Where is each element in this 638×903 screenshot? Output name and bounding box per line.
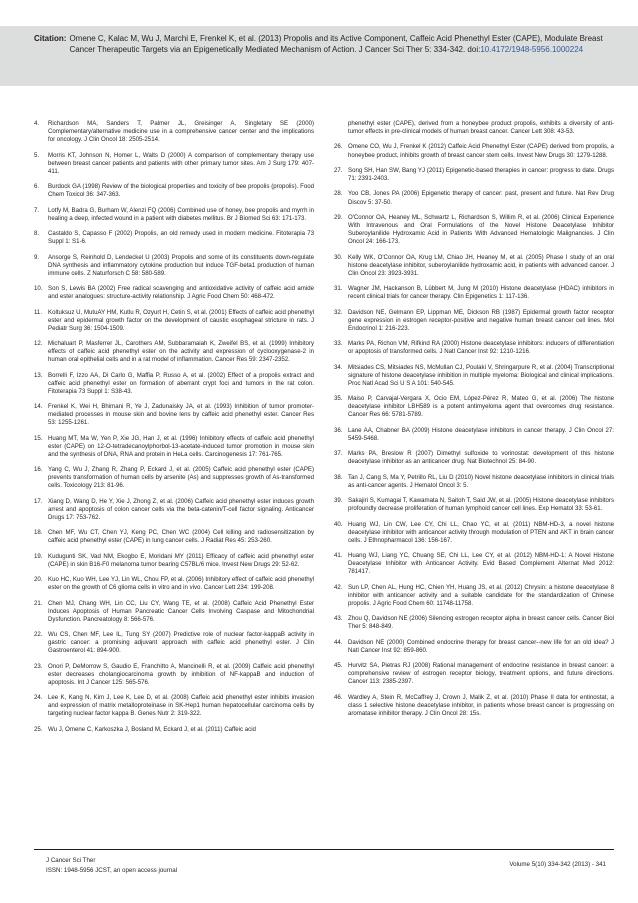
reference-item bbox=[334, 364, 614, 388]
reference-item bbox=[334, 521, 614, 545]
reference-item bbox=[34, 553, 314, 569]
reference-item bbox=[34, 466, 314, 490]
reference-item bbox=[34, 631, 314, 655]
reference-text: Yang C, Wu J, Zhang R, Zhang P, Eckard J, et al. (2005) Caffeic acid phenethyl ester (CAPE) prevents transformation of human cells by arsenite (As) and suppresses growth of As-transformed cells. Toxicology 213: 81-96. bbox=[48, 466, 314, 490]
reference-item bbox=[34, 285, 314, 301]
reference-text: Ansorge S, Reinhold D, Lendeckel U (2003) Propolis and some of its constituents down-regulate DNA synthesis and inflammatory cytokine production but induce TGF-beta1 production of human immune cells. Z Naturforsch C 58: 580-589. bbox=[48, 253, 314, 277]
reference-number: 35. bbox=[334, 395, 343, 403]
reference-item bbox=[334, 474, 614, 490]
reference-text: Huang MT, Ma W, Yen P, Xie JG, Han J, et al. (1996) Inhibitory effects of caffeic acid phenethyl ester (CAPE) on 12-O-tetradecanoylphorbol-13-acetate-induced tumor promotion in mouse skin and the synthesis of DNA, RNA and protein in HeLa cells. Carcinogenesis 17: 761-765. bbox=[48, 434, 314, 458]
reference-text: Wu CS, Chen MF, Lee IL, Tung SY (2007) Predictive role of nuclear factor-kappaB activity in gastric cancer: a promising adjuvant approach with caffeic acid phenethyl ester. J Clin Gastroenterol 41: 894-900. bbox=[48, 631, 314, 655]
reference-number: 33. bbox=[334, 340, 343, 348]
reference-text: Marks PA, Breslow R (2007) Dimethyl sulfoxide to vorinostat: development of this histone deacetylase inhibitor as an anticancer drug. Nat Biotechnol 25: 84-90. bbox=[348, 450, 614, 466]
reference-number: 28. bbox=[334, 190, 343, 198]
reference-continuation-text: phenethyl ester (CAPE), derived from a honeybee product propolis, exhibits a diversity of anti-tumor effects in pre-clinical models of human breast cancer. Cancer Lett 308: 43-53. bbox=[348, 120, 614, 136]
reference-text: Michaluart P, Masferrer JL, Carothers AM, Subbaramaiah K, Zweifel BS, et al. (1999) Inhibitory effects of caffeic acid phenethyl ester on the activity and expression of cyclooxygenase-2 in human oral epithelial cells and in a rat model of inflammation. Cancer Res 59: 2347-2352. bbox=[48, 340, 314, 364]
reference-text: Sun LP, Chen AL, Hung HC, Chien YH, Huang JS, et al. (2012) Chrysin: a histone deacetylase 8 inhibitor with anticancer activity and a suitable candidate for the standardization of Chinese propolis. J Agric Food Chem 60: 11748-11758. bbox=[348, 583, 614, 607]
reference-number: 11. bbox=[34, 308, 43, 316]
reference-number: 27. bbox=[334, 166, 343, 174]
citation-box bbox=[0, 26, 638, 86]
reference-text: Mitsiades CS, Mitsiades NS, McMullan CJ, Poulaki V, Shringarpure R, et al. (2004) Transcriptional signature of histone deacetylase inhibition in multiple myeloma: Biological and clinical implications. Proc Natl Acad Sci U S A 101: 540-545. bbox=[348, 363, 614, 387]
reference-number: 13. bbox=[34, 371, 43, 379]
reference-text: Maiso P, Carvajal-Vergara X, Ocio EM, López-Pérez R, Mateo G, et al. (2006) The histone deacetylase inhibitor LBH589 is a potent antimyeloma agent that overcomes drug resistance. Cancer Res 66: 5781-5789. bbox=[348, 395, 614, 419]
reference-item bbox=[334, 615, 614, 631]
reference-text: Tan J, Cang S, Ma Y, Petrillo RL, Liu D (2010) Novel histone deacetylase inhibitors in clinical trials as anti-cancer agents. J Hematol Oncol 3: 5. bbox=[348, 473, 614, 489]
reference-text: Koltuksuz U, MutuAY HM, Kutlu R, Ozyurt H, Cetin S, et al. (2001) Effects of caffeic acid phenethyl ester and epidermal growth factor on the development of caustic esophageal stricture in rats. J Pediatr Surg 36: 1504-1509. bbox=[48, 308, 314, 332]
reference-item bbox=[334, 584, 614, 608]
reference-text: Lee K, Kang N, Kim J, Lee K, Lee D, et al. (2008) Caffeic acid phenethyl ester inhibits invasion and expression of matrix metalloproteinase in SK-Hep1 human hepatocellular carcinoma cells by targeting nuclear factor kappa B. Genes Nutr 2: 319-322. bbox=[48, 694, 314, 718]
reference-number: 42. bbox=[334, 583, 343, 591]
reference-text: Wu J, Omene C, Karkoszka J, Bosland M, Eckard J, et al. (2011) Caffeic acid bbox=[48, 725, 256, 733]
reference-text: Davidson NE (2000) Combined endocrine therapy for breast cancer--new life for an old idea? J Natl Cancer Inst 92: 859-860. bbox=[348, 638, 614, 654]
reference-item bbox=[34, 600, 314, 624]
reference-text: Lotfy M, Badra G, Burham W, Alenzi FQ (2006) Combined use of honey, bee propolis and myrrh in healing a deep, infected wound in a patient with diabetes mellitus. Br J Biomed Sci 63: 171-173. bbox=[48, 206, 314, 222]
reference-text: Chen MJ, Chang WH, Lin CC, Liu CY, Wang TE, et al. (2008) Caffeic Acid Phenethyl Ester Induces Apoptosis of Human Pancreatic Cancer Cells Involving Caspase and Mitochondrial Dysfunction. Pancreatology 8: 566-576. bbox=[48, 599, 314, 623]
citation-doi-link[interactable]: 10.4172/1948-5956.1000224 bbox=[480, 45, 584, 55]
reference-number: 9. bbox=[34, 253, 40, 261]
reference-item bbox=[334, 639, 614, 655]
reference-number: 5. bbox=[34, 151, 40, 159]
reference-text: Frenkel K, Wei H, Bhimani R, Ye J, Zadunaisky JA, et al. (1993) Inhibition of tumor promoter-mediated processes in mouse skin and bovine lens by caffeic acid phenethyl ester. Cancer Res 53: 1255-1261. bbox=[48, 403, 314, 427]
reference-number: 43. bbox=[334, 615, 343, 623]
reference-item bbox=[34, 435, 314, 459]
footer-volume: Volume 5(10) 334-342 (2013) - 341 bbox=[509, 861, 606, 868]
reference-text: Kuo HC, Kuo WH, Lee YJ, Lin WL, Chou FP, et al. (2006) Inhibitory effect of caffeic acid phenethyl ester on the growth of C6 glioma cells in vitro and in vivo. Cancer Lett 234: 199-208. bbox=[48, 576, 314, 592]
reference-number: 15. bbox=[34, 434, 43, 442]
reference-item bbox=[34, 576, 314, 592]
reference-text: Wagner JM, Hackanson B, Lübbert M, Jung M (2010) Histone deacetylase (HDAC) inhibitors in recent clinical trials for cancer therapy. Clin Epigenetics 1: 117-136. bbox=[348, 285, 614, 301]
reference-item bbox=[34, 183, 314, 199]
reference-text: Song SH, Han SW, Bang YJ (2011) Epigenetic-based therapies in cancer: progress to date. Drugs 71: 2391-2403. bbox=[348, 166, 614, 183]
reference-item bbox=[334, 214, 614, 246]
reference-text: Omene CO, Wu J, Frenkel K (2012) Caffeic Acid Phenethyl Ester (CAPE) derived from propolis, a honeybee product, inhibits growth of breast cancer stem cells. Invest New Drugs 30: 1279-1288. bbox=[348, 143, 614, 159]
reference-item bbox=[34, 498, 314, 522]
reference-text: Sakajiri S, Kumagai T, Kawamata N, Saitoh T, Said JW, et al. (2005) Histone deacetylase inhibitors profoundly decrease proliferation of human lymphoid cancer cell lines. Exp Hematol 33: 53-61. bbox=[348, 497, 614, 513]
references-right-column bbox=[334, 120, 614, 820]
reference-text: Xiang D, Wang D, He Y, Xie J, Zhong Z, et al. (2006) Caffeic acid phenethyl ester induces growth arrest and apoptosis of colon cancer cells via the beta-catenin/T-cell factor signaling. Anticancer Drugs 17: 753-762. bbox=[48, 497, 314, 521]
reference-item bbox=[334, 662, 614, 686]
reference-number: 36. bbox=[334, 426, 343, 434]
reference-item bbox=[334, 450, 614, 466]
reference-number: 12. bbox=[34, 340, 43, 348]
reference-number: 21. bbox=[34, 599, 43, 607]
reference-number: 22. bbox=[34, 631, 43, 639]
reference-number: 7. bbox=[34, 206, 40, 214]
reference-number: 6. bbox=[34, 183, 40, 191]
reference-text: Borrelli F, Izzo AA, Di Carlo G, Maffia P, Russo A, et al. (2002) Effect of a propolis extract and caffeic acid phenethyl ester on formation of aberrant crypt foci and tumors in the rat colon. Fitoterapia 73 Suppl 1: S38-43. bbox=[48, 371, 314, 395]
reference-item bbox=[34, 663, 314, 687]
reference-item bbox=[334, 694, 614, 718]
reference-text: Hurvitz SA, Pietras RJ (2008) Rational management of endocrine resistance in breast cancer: a comprehensive review of estrogen receptor biology, treatment options, and future directions. Cancer 113: 2385-2397. bbox=[348, 662, 614, 686]
reference-number: 34. bbox=[334, 363, 343, 371]
reference-item bbox=[34, 152, 314, 176]
reference-item bbox=[34, 230, 314, 246]
reference-item bbox=[334, 167, 614, 183]
reference-number: 46. bbox=[334, 693, 343, 701]
reference-number: 31. bbox=[334, 285, 343, 293]
reference-text: Lane AA, Chabner BA (2009) Histone deacetylase inhibitors in cancer therapy. J Clin Oncol 27: 5459-5468. bbox=[348, 426, 614, 442]
reference-item bbox=[34, 340, 314, 364]
reference-number: 4. bbox=[34, 120, 40, 127]
reference-number: 25. bbox=[34, 725, 43, 733]
reference-text: Chen MF, Wu CT, Chen YJ, Keng PC, Chen WC (2004) Cell killing and radiosensitization by caffeic acid phenethyl ester (CAPE) in lung cancer cells. J Radiat Res 45: 253-260. bbox=[48, 529, 314, 545]
reference-item bbox=[34, 372, 314, 396]
reference-number: 45. bbox=[334, 662, 343, 670]
reference-number: 30. bbox=[334, 253, 343, 261]
reference-number: 16. bbox=[34, 466, 43, 474]
footer-journal: J Cancer Sci Ther bbox=[46, 857, 96, 864]
reference-item bbox=[334, 497, 614, 513]
reference-item bbox=[34, 403, 314, 427]
reference-text: O'Connor OA, Heaney ML, Schwartz L, Richardson S, Willim R, et al. (2006) Clinical Experience With Intravenous and Oral Formulations of the Novel Histone Deacetylase Inhibitor Suberoylanilide Hydroxamic Acid in Patients With Advanced Hematologic Malignancies. J Clin Oncol 24: 166-173. bbox=[348, 213, 614, 246]
reference-number: 44. bbox=[334, 638, 343, 646]
footer-issn: ISSN: 1948-5956 JCST, an open access journal bbox=[46, 866, 178, 874]
reference-continuation bbox=[334, 120, 614, 136]
reference-number: 38. bbox=[334, 473, 343, 481]
reference-text: Marks PA, Richon VM, Rifkind RA (2000) Histone deacetylase inhibitors: inducers of differentiation or apoptosis of transformed cells. J Natl Cancer Inst 92: 1210-1216. bbox=[348, 340, 614, 356]
reference-item bbox=[334, 254, 614, 278]
reference-item bbox=[334, 395, 614, 419]
reference-text: Wardley A, Stein R, McCaffrey J, Crown J, Malik Z, et al. (2010) Phase II data for entinostat, a class 1 selective histone deacetylase inhibitor, in patients whose breast cancer is progressing on aromatase inhibitor therapy. J Clin Oncol 28: 15s. bbox=[348, 693, 614, 717]
reference-text: Huang WJ, Lin CW, Lee CY, Chi LL, Chao YC, et al. (2011) NBM-HD-3, a novel histone deacetylase inhibitor with anticancer activity through modulation of PTEN and AKT in brain cancer cells. J Ethnopharmacol 136: 156-167. bbox=[348, 520, 614, 544]
reference-item bbox=[34, 694, 314, 718]
reference-number: 23. bbox=[34, 662, 43, 670]
reference-text: Onori P, DeMorrow S, Gaudio E, Franchitto A, Mancinelli R, et al. (2009) Caffeic acid phenethyl ester decreases cholangiocarcinoma growth by inhibition of NF-kappaB and induction of apoptosis. Int J Cancer 125: 565-576. bbox=[48, 662, 314, 686]
reference-item bbox=[334, 143, 614, 159]
reference-text: Son S, Lewis BA (2002) Free radical scavenging and antioxidative activity of caffeic acid amide and ester analogues: structure-activity relationship. J Agric Food Chem 50: 468-472. bbox=[48, 285, 314, 301]
footer-journal-info bbox=[46, 856, 177, 875]
reference-text: Castaldo S, Capasso F (2002) Propolis, an old remedy used in modern medicine. Fitoterapia 73 Suppl 1: S1-6. bbox=[48, 230, 314, 246]
reference-item bbox=[34, 726, 314, 734]
reference-number: 40. bbox=[334, 520, 343, 528]
reference-number: 37. bbox=[334, 450, 343, 458]
reference-number: 39. bbox=[334, 497, 343, 505]
reference-number: 32. bbox=[334, 308, 343, 316]
reference-number: 29. bbox=[334, 213, 343, 221]
reference-item bbox=[34, 254, 314, 278]
reference-item bbox=[334, 190, 614, 206]
reference-text: Zhou Q, Davidson NE (2006) Silencing estrogen receptor alpha in breast cancer cells. Cancer Biol Ther 5: 848-849. bbox=[348, 615, 614, 631]
references-left-column bbox=[34, 120, 314, 820]
citation-label: Citation: bbox=[34, 34, 67, 43]
reference-number: 8. bbox=[34, 230, 40, 238]
reference-item bbox=[34, 309, 314, 333]
reference-item bbox=[34, 120, 314, 144]
reference-number: 17. bbox=[34, 497, 43, 505]
reference-text: Huang WJ, Liang YC, Chuang SE, Chi LL, Lee CY, et al. (2012) NBM-HD-1: A Novel Histone Deacetylase Inhibitor with Anticancer Activity. Evid Based Complement Alternat Med 2012: 781417. bbox=[348, 552, 614, 576]
reference-number: 26. bbox=[334, 143, 343, 151]
reference-item bbox=[334, 552, 614, 576]
reference-number: 14. bbox=[34, 403, 43, 411]
reference-text: Davidson NE, Gelmann EP, Lippman ME, Dickson RB (1987) Epidermal growth factor receptor gene expression in estrogen receptor-positive and negative human breast cancer cell lines. Mol Endocrinol 1: 216-223. bbox=[348, 308, 614, 332]
reference-item bbox=[334, 427, 614, 443]
reference-item bbox=[334, 340, 614, 356]
citation-text bbox=[69, 33, 626, 55]
reference-text: Morris KT, Johnson N, Homer L, Walts D (2000) A comparison of complementary therapy use between breast cancer patients and patients with other primary tumor sites. Am J Surg 179: 407-411. bbox=[48, 151, 314, 175]
reference-item bbox=[34, 529, 314, 545]
reference-item bbox=[334, 285, 614, 301]
reference-text: Kudugunti SK, Vad NM, Ekogbo E, Moridani MY (2011) Efficacy of caffeic acid phenethyl ester (CAPE) in skin B16-F0 melanoma tumor bearing C57BL/6 mice. Invest New Drugs 29: 52-62. bbox=[48, 552, 314, 568]
reference-number: 24. bbox=[34, 694, 43, 702]
reference-number: 41. bbox=[334, 552, 343, 560]
reference-text: Kelly WK, O'Connor OA, Krug LM, Chiao JH, Heaney M, et al. (2005) Phase I study of an oral histone deacetylase inhibitor, suberoylanilide hydroxamic acid, in patients with advanced cancer. J Clin Oncol 23: 3923-3931. bbox=[348, 253, 614, 277]
citation-reference: Omene C, Kalac M, Wu J, Marchi E, Frenkel K, et al. (2013) Propolis and its Active Component, Caffeic Acid Phenethyl Ester (CAPE), Modulate Breast Cancer Therapeutic Targets via an Epigenetically Mediated Mechanism of Action. J Cancer Sci Ther 5: 334-342. doi: bbox=[69, 34, 603, 55]
footer-divider bbox=[34, 849, 614, 850]
reference-number: 20. bbox=[34, 576, 43, 584]
reference-number: 18. bbox=[34, 529, 43, 537]
references-section bbox=[34, 120, 614, 820]
reference-text: Yoo CB, Jones PA (2006) Epigenetic therapy of cancer: past, present and future. Nat Rev Drug Discov 5: 37-50. bbox=[348, 190, 614, 206]
reference-item bbox=[334, 309, 614, 333]
reference-number: 10. bbox=[34, 285, 43, 293]
reference-item bbox=[34, 207, 314, 223]
reference-text: Richardson MA, Sanders T, Palmer JL, Greisinger A, Singletary SE (2000) Complementary/alternative medicine use in a comprehensive cancer center and the implications for oncology. J Clin Oncol 18: 2505-2514. bbox=[48, 120, 314, 144]
reference-number: 19. bbox=[34, 552, 43, 560]
reference-text: Burdock GA (1998) Review of the biological properties and toxicity of bee propolis (propolis). Food Chem Toxicol 36: 347-363. bbox=[48, 183, 314, 199]
